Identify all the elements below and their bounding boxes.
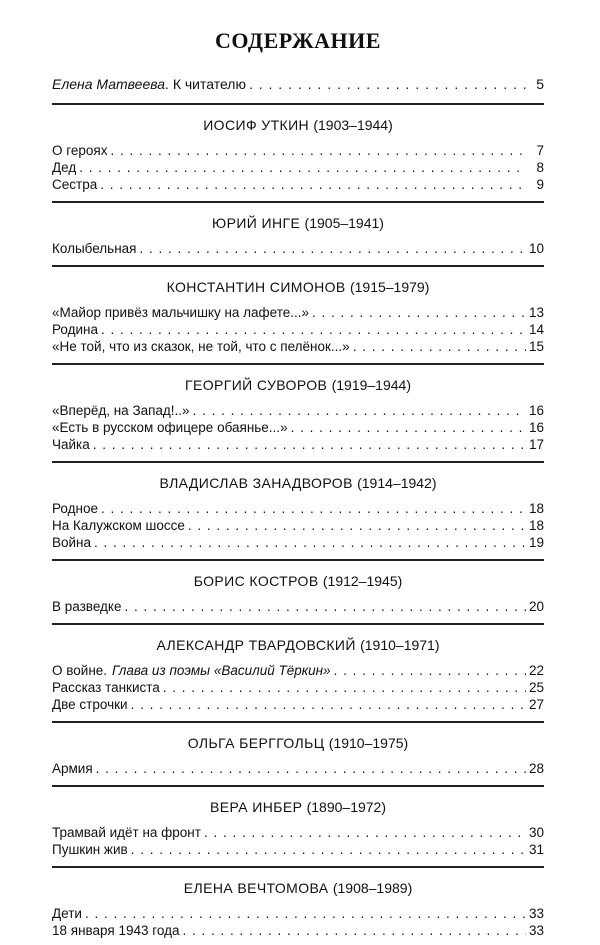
author-years: (1908–1989) bbox=[332, 880, 413, 896]
entry-title: Рассказ танкиста bbox=[52, 680, 160, 695]
toc-section bbox=[52, 377, 544, 453]
entry-page-number: 8 bbox=[536, 160, 544, 175]
author-years: (1915–1979) bbox=[349, 279, 430, 295]
entry-title: Две строчки bbox=[52, 697, 128, 712]
author-name: КОНСТАНТИН СИМОНОВ bbox=[166, 279, 346, 295]
section-author-heading bbox=[52, 799, 544, 816]
entry-page-number: 18 bbox=[528, 501, 544, 516]
author-name: ЮРИЙ ИНГЕ bbox=[212, 215, 301, 231]
entry-title: В разведке bbox=[52, 599, 122, 614]
entry-page-number: 19 bbox=[528, 535, 544, 550]
section-author-heading bbox=[52, 637, 544, 654]
leader-dots bbox=[188, 517, 526, 534]
intro-separator: . bbox=[165, 76, 169, 92]
toc-entry-intro bbox=[52, 76, 544, 93]
entry-page-number: 10 bbox=[528, 241, 544, 256]
leader-dots bbox=[93, 436, 526, 453]
leader-dots bbox=[131, 841, 526, 858]
toc-entry bbox=[52, 760, 544, 777]
entry-page-number: 16 bbox=[528, 420, 544, 435]
author-name: ЕЛЕНА ВЕЧТОМОВА bbox=[183, 880, 329, 896]
toc-entry bbox=[52, 500, 544, 517]
author-years: (1914–1942) bbox=[357, 475, 437, 491]
author-name: ВЛАДИСЛАВ ЗАНАДВОРОВ bbox=[159, 475, 353, 491]
leader-dots bbox=[183, 922, 526, 939]
entry-title: Дед bbox=[52, 160, 77, 175]
author-years: (1905–1941) bbox=[304, 215, 384, 231]
entry-title: О войне. bbox=[52, 663, 108, 678]
leader-dots bbox=[110, 142, 527, 159]
section-author-heading bbox=[52, 573, 544, 590]
toc-entry bbox=[52, 240, 544, 257]
section-divider bbox=[52, 721, 544, 723]
section-author-heading bbox=[52, 475, 544, 492]
toc-entry bbox=[52, 905, 544, 922]
intro-title: К читателю bbox=[172, 76, 246, 92]
section-author-heading bbox=[52, 735, 544, 752]
toc-section bbox=[52, 215, 544, 257]
entry-title: 18 января 1943 года bbox=[52, 923, 180, 938]
author-name: ИОСИФ УТКИН bbox=[203, 117, 310, 133]
entry-title: Армия bbox=[52, 761, 93, 776]
toc-section bbox=[52, 735, 544, 777]
leader-dots bbox=[353, 338, 526, 355]
leader-dots bbox=[249, 76, 527, 92]
author-name: ВЕРА ИНБЕР bbox=[209, 799, 303, 815]
section-author-heading bbox=[52, 279, 544, 296]
toc-sections bbox=[52, 103, 544, 939]
leader-dots bbox=[94, 534, 526, 551]
entry-page-number: 33 bbox=[528, 906, 544, 921]
toc-entry bbox=[52, 142, 544, 159]
entry-title: Сестра bbox=[52, 177, 98, 192]
author-years: (1919–1944) bbox=[331, 377, 411, 393]
entry-page-number: 17 bbox=[528, 437, 544, 452]
section-divider bbox=[52, 559, 544, 561]
toc-page bbox=[52, 0, 544, 945]
toc-entry bbox=[52, 841, 544, 858]
toc-section bbox=[52, 799, 544, 858]
toc-entry bbox=[52, 598, 544, 615]
author-name: АЛЕКСАНДР ТВАРДОВСКИЙ bbox=[156, 637, 356, 653]
entry-page-number: 22 bbox=[528, 663, 544, 678]
toc-entry bbox=[52, 517, 544, 534]
entry-page-number: 30 bbox=[528, 825, 544, 840]
entry-title: «Вперёд, на Запад!..» bbox=[52, 403, 190, 418]
entry-title: Пушкин жив bbox=[52, 842, 128, 857]
toc-entry bbox=[52, 304, 544, 321]
entry-page-number: 20 bbox=[528, 599, 544, 614]
toc-section bbox=[52, 279, 544, 355]
toc-entry bbox=[52, 419, 544, 436]
entry-page-number: 14 bbox=[528, 322, 544, 337]
toc-entry bbox=[52, 922, 544, 939]
leader-dots bbox=[204, 824, 526, 841]
toc-entry bbox=[52, 679, 544, 696]
entry-page-number: 25 bbox=[528, 680, 544, 695]
entry-title: Трамвай идёт на фронт bbox=[52, 825, 201, 840]
intro-author: Елена Матвеева bbox=[52, 76, 166, 92]
section-author-heading bbox=[52, 117, 544, 134]
toc-entry bbox=[52, 696, 544, 713]
author-years: (1910–1975) bbox=[328, 735, 409, 751]
entry-page-number: 16 bbox=[528, 403, 544, 418]
leader-dots bbox=[101, 500, 526, 517]
entry-title: «Майор привёз мальчишку на лафете...» bbox=[52, 305, 310, 320]
leader-dots bbox=[85, 905, 526, 922]
entry-title: Колыбельная bbox=[52, 241, 137, 256]
section-divider bbox=[52, 265, 544, 267]
entry-subtitle: Глава из поэмы «Василий Тёркин» bbox=[112, 663, 331, 678]
author-years: (1890–1972) bbox=[306, 799, 387, 815]
toc-entry bbox=[52, 662, 544, 679]
toc-entry bbox=[52, 534, 544, 551]
toc-entry bbox=[52, 402, 544, 419]
author-years: (1903–1944) bbox=[313, 117, 393, 133]
section-divider bbox=[52, 201, 544, 203]
page-title: СОДЕРЖАНИЕ bbox=[215, 28, 381, 53]
entry-page-number: 9 bbox=[536, 177, 544, 192]
toc-entry bbox=[52, 436, 544, 453]
entry-title: Родина bbox=[52, 322, 99, 337]
section-divider bbox=[52, 103, 544, 105]
author-years: (1912–1945) bbox=[322, 573, 403, 589]
entry-page-number: 33 bbox=[528, 923, 544, 938]
entry-title: Война bbox=[52, 535, 92, 550]
leader-dots bbox=[334, 662, 526, 679]
toc-entry bbox=[52, 338, 544, 355]
entry-title: Чайка bbox=[52, 437, 90, 452]
section-divider bbox=[52, 866, 544, 868]
toc-entry bbox=[52, 321, 544, 338]
section-divider bbox=[52, 623, 544, 625]
section-divider bbox=[52, 785, 544, 787]
author-name: ГЕОРГИЙ СУВОРОВ bbox=[184, 377, 328, 393]
leader-dots bbox=[124, 598, 525, 615]
entry-page-number: 18 bbox=[528, 518, 544, 533]
leader-dots bbox=[291, 419, 526, 436]
leader-dots bbox=[96, 760, 526, 777]
section-author-heading bbox=[52, 880, 544, 897]
section-author-heading bbox=[52, 215, 544, 232]
leader-dots bbox=[101, 321, 526, 338]
section-divider bbox=[52, 363, 544, 365]
author-name: ОЛЬГА БЕРГГОЛЬЦ bbox=[187, 735, 325, 751]
entry-page-number: 27 bbox=[528, 697, 544, 712]
leader-dots bbox=[139, 240, 525, 257]
leader-dots bbox=[312, 304, 526, 321]
toc-entry bbox=[52, 159, 544, 176]
author-years: (1910–1971) bbox=[360, 637, 440, 653]
entry-page-number: 28 bbox=[528, 761, 544, 776]
entry-title: «Есть в русском офицере обаянье...» bbox=[52, 420, 288, 435]
leader-dots bbox=[100, 176, 527, 193]
entry-title: «Не той, что из сказок, не той, что с пелёнок...» bbox=[52, 339, 350, 354]
author-name: БОРИС КОСТРОВ bbox=[193, 573, 319, 589]
toc-section bbox=[52, 117, 544, 193]
intro-page-number: 5 bbox=[536, 76, 544, 92]
toc-entry bbox=[52, 176, 544, 193]
entry-page-number: 15 bbox=[528, 339, 544, 354]
leader-dots bbox=[79, 159, 527, 176]
entry-title: Родное bbox=[52, 501, 98, 516]
leader-dots bbox=[193, 402, 526, 419]
entry-title: О героях bbox=[52, 143, 108, 158]
entry-title: На Калужском шоссе bbox=[52, 518, 185, 533]
leader-dots bbox=[131, 696, 526, 713]
toc-entry bbox=[52, 824, 544, 841]
entry-title: Дети bbox=[52, 906, 82, 921]
entry-page-number: 31 bbox=[528, 842, 544, 857]
toc-section bbox=[52, 637, 544, 713]
section-author-heading bbox=[52, 377, 544, 394]
toc-section bbox=[52, 475, 544, 551]
entry-page-number: 13 bbox=[528, 305, 544, 320]
toc-section bbox=[52, 880, 544, 939]
leader-dots bbox=[163, 679, 526, 696]
entry-page-number: 7 bbox=[536, 143, 544, 158]
section-divider bbox=[52, 461, 544, 463]
toc-section bbox=[52, 573, 544, 615]
